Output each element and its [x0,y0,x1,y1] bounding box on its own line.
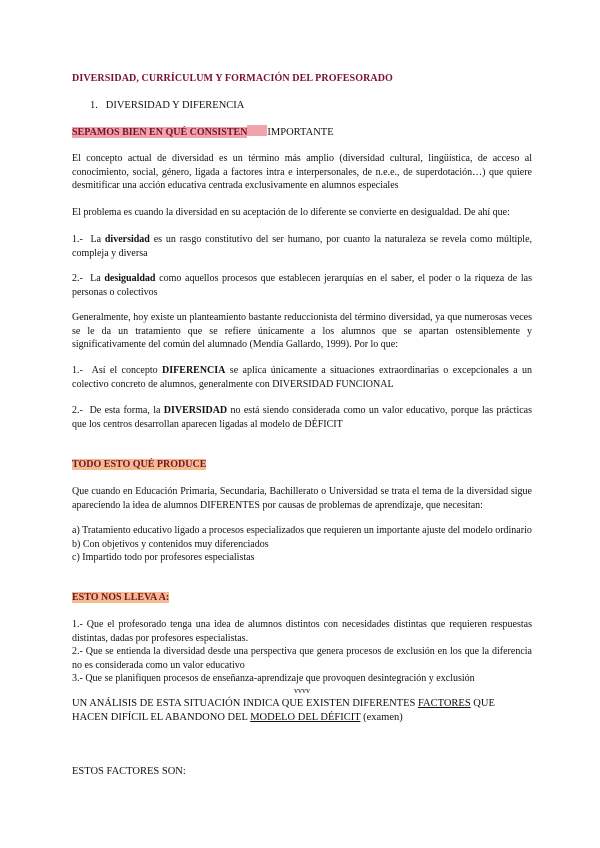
list-item-diversidad-valor [72,404,532,431]
heading-todo-esto [72,458,532,472]
highlight-pad [247,125,267,136]
item-post: como aquellos procesos que establecen jerarquías en el saber, el poder o la riqueza de las personas o colectivos [72,273,533,298]
list-item: b) Con objetivos y contenidos muy diferenciados [72,538,269,550]
list-item: 3.- Que se planifiquen procesos de enseñanza-aprendizaje que provoquen desintegración y exclusión [72,673,475,684]
paragraph-reduccionista: Generalmente, hoy existe un planteamiento bastante reduccionista del término diversidad, ya que numerosas veces se le da un tratamiento que se refiere únicamente a los alumnos que se apartan ostensiblemente y significativamente del común del alumnado (Mendía Gallardo, 1999). Por lo que: [72,312,532,350]
item-bold: DIVERSIDAD [163,405,228,416]
section-heading-1 [90,99,550,113]
paragraph-que-cuando: Que cuando en Educación Primaria, Secundaria, Bachillerato o Universidad se trata el tema de la diversidad sigue apareciendo la idea de alumnos DIFERENTES por causas de problemas de aprendizaje, que necesitan: [72,486,532,511]
item-pre: La [90,273,101,284]
heading-tag: IMPORTANTE [267,127,334,138]
list-item-desigualdad [72,272,532,299]
heading-highlight: TODO ESTO QUÉ PRODUCE [72,459,207,470]
item-post: no está siendo considerada como un valor educativo, porque las prácticas que los centros desarrollan aparecen ligadas al modelo de DÉFICIT [72,405,533,430]
item-pre: Así el concepto [91,365,158,376]
conclusion-text: QUE HACEN DIFÍCIL EL ABANDONO DEL [72,698,495,723]
item-number: 2.- [72,273,83,284]
separator: vvvv [294,686,310,695]
factores-label: ESTOS FACTORES SON: [72,766,186,777]
section-label: DIVERSIDAD Y DIFERENCIA [105,100,245,111]
document-title: DIVERSIDAD, CURRÍCULUM Y FORMACIÓN DEL PROFESORADO [72,73,393,84]
list-item: 1.- Que el profesorado tenga una idea de alumnos distintos con necesidades distintas que requieren respuestas distintas, dadas por profesores especialistas. [72,619,532,644]
conclusion-modelo: MODELO DEL DÉFICIT [250,712,361,723]
item-number: 1.- [72,365,83,376]
heading-highlight: SEPAMOS BIEN EN QUÉ CONSISTEN [72,127,248,138]
list-lleva [72,618,532,686]
item-bold: diversidad [104,234,150,245]
item-bold: desigualdad [104,273,156,284]
section-number: 1. [90,100,98,111]
item-pre: De esta forma, la [89,405,161,416]
item-number: 1.- [72,234,83,245]
list-abc [72,524,532,565]
item-post: se aplica únicamente a situaciones extraordinarias o excepcionales a un colectivo concreto de alumnos, generalmente con DIVERSIDAD FUNCIONAL [72,365,533,390]
list-item: c) Impartido todo por profesores especialistas [72,552,255,563]
item-post: es un rasgo constitutivo del ser humano, por cuanto la naturaleza se revela como múltiple, compleja y diversa [72,234,533,259]
paragraph-problema: El problema es cuando la diversidad en su aceptación de lo diferente se convierte en desigualdad. De ahí que: [72,207,510,218]
conclusion-text: UN ANÁLISIS DE ESTA SITUACIÓN INDICA QUE EXISTEN DIFERENTES [72,698,418,709]
heading-highlight: ESTO NOS LLEVA A: [72,592,170,603]
list-item-diferencia [72,364,532,391]
paragraph-concepto: El concepto actual de diversidad es un término más amplio (diversidad cultural, lingüística, de acceso al conocimiento, social, género, ligada a factores intra e interpersonales, de n.e.e., de superdotación…) que quiere desmitificar una acción educativa centrada exclusivamente en alumnos especiales [72,153,532,191]
item-bold: DIFERENCIA [162,365,226,376]
list-item: 2.- Que se entienda la diversidad desde una perspectiva que genera procesos de exclusión en los que la diferencia no es considerada como un valor educativo [72,646,532,671]
item-number: 2.- [72,405,83,416]
list-item-diversidad [72,233,532,260]
heading-sepamos [72,125,532,140]
list-item: a) Tratamiento educativo ligado a procesos especializados que requieren un importante ajuste del modelo ordinario [72,525,532,536]
heading-esto-nos-lleva [72,591,532,605]
conclusion-text: (examen) [360,712,403,723]
conclusion-paragraph [72,697,532,725]
conclusion-factores: FACTORES [417,698,471,709]
item-pre: La [90,234,102,245]
